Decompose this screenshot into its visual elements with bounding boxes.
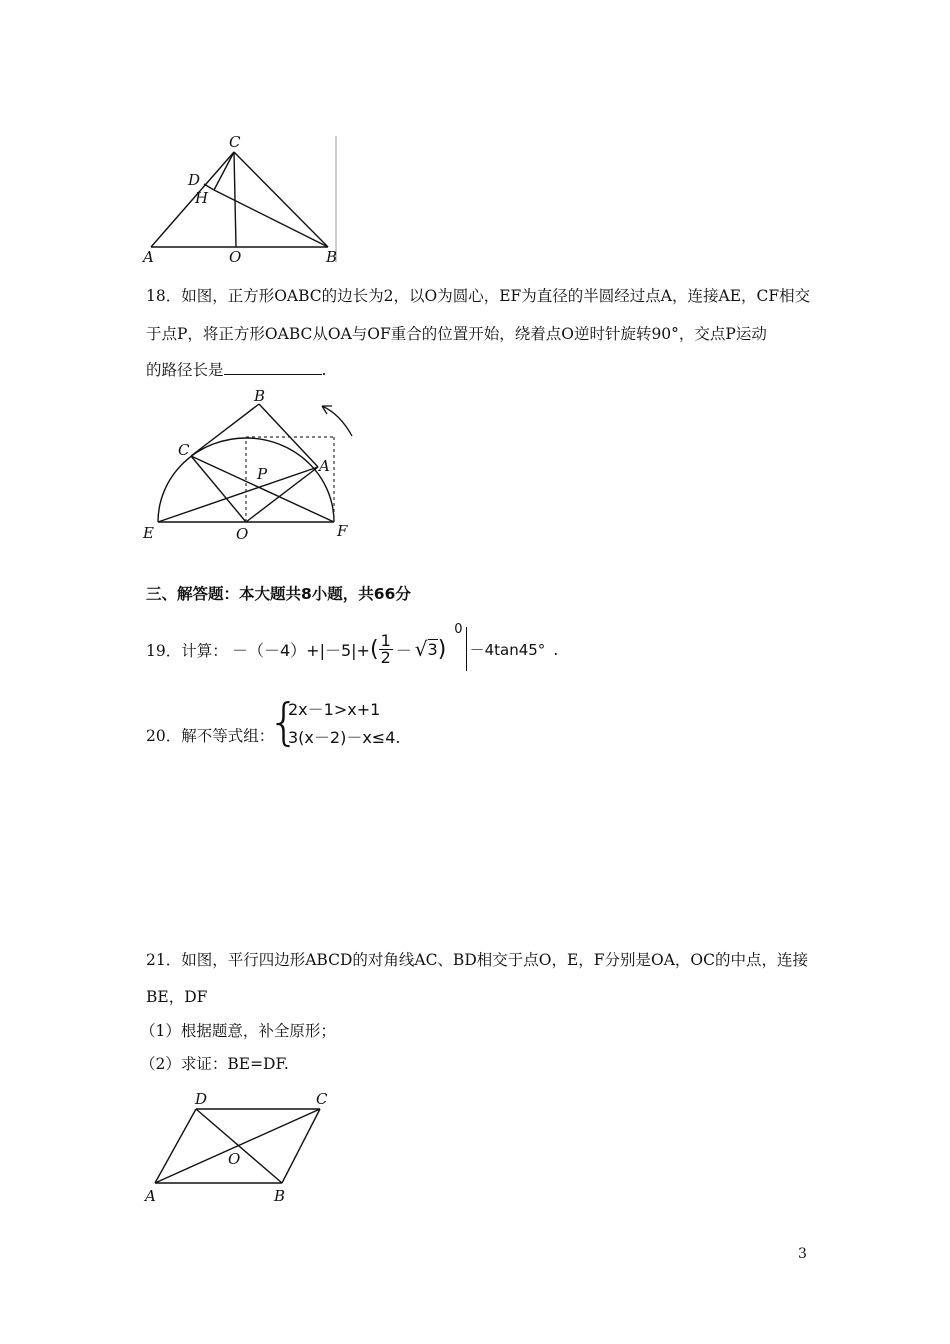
q20-inequality-2: 3(x－2)－x≤4. bbox=[288, 728, 401, 747]
segment-oc bbox=[191, 456, 246, 522]
label-p: P bbox=[257, 465, 268, 483]
figure-q21 bbox=[140, 1085, 340, 1210]
q18-line-3-text: 的路径长是 bbox=[146, 361, 224, 379]
q21-part-1: （1）根据题意，补全原形； bbox=[140, 1022, 336, 1040]
q18-line-3-end: . bbox=[321, 361, 327, 379]
label-c: C bbox=[316, 1090, 328, 1108]
q19-prefix: 19．计算： bbox=[146, 642, 228, 660]
diagonal-bd bbox=[196, 1109, 282, 1183]
sqrt-icon: √ bbox=[414, 637, 428, 661]
q19-end: . bbox=[553, 639, 559, 659]
q21-part-2: （2）求证：BE=DF. bbox=[140, 1055, 289, 1073]
q19-expression bbox=[232, 624, 558, 674]
q21-line-1: 21．如图，平行四边形ABCD的对角线AC、BD相交于点O，E，F分别是OA，OC的中点，连接 bbox=[146, 951, 808, 969]
segment-ae bbox=[158, 467, 318, 522]
segment-cb bbox=[234, 152, 328, 247]
q21-line-2: BE，DF bbox=[146, 988, 208, 1006]
q18-line-2: 于点P，将正方形OABC从OA与OF重合的位置开始，绕着点O逆时针旋转90°，交点P运动 bbox=[146, 325, 767, 343]
label-a: A bbox=[145, 1187, 156, 1205]
q18-line-3 bbox=[146, 360, 326, 380]
q19-frac-den: 2 bbox=[380, 647, 391, 667]
q19-fraction bbox=[379, 630, 393, 667]
label-b: B bbox=[274, 1187, 286, 1205]
label-h: H bbox=[195, 189, 209, 207]
page-number: 3 bbox=[798, 1246, 807, 1262]
label-b: B bbox=[254, 387, 266, 405]
segment-hb bbox=[214, 190, 328, 247]
q20-inequality-1: 2x－1>x+1 bbox=[288, 700, 381, 719]
q19-expr-a: －（－4）+|－5|+ bbox=[232, 640, 370, 660]
label-o: O bbox=[228, 1150, 241, 1168]
label-d: D bbox=[188, 171, 201, 189]
label-f: F bbox=[337, 522, 348, 540]
q19-abs-bar bbox=[466, 627, 467, 671]
label-c: C bbox=[229, 133, 241, 151]
figure-q17 bbox=[140, 130, 350, 270]
label-b: B bbox=[326, 248, 338, 266]
label-o: O bbox=[236, 525, 249, 543]
label-d: D bbox=[195, 1090, 208, 1108]
q19-paren-close: ) bbox=[437, 636, 447, 662]
diagonal-ac bbox=[155, 1109, 320, 1183]
q20-prefix: 20．解不等式组： bbox=[146, 727, 275, 745]
q19-frac-num: 1 bbox=[380, 630, 391, 650]
segment-ba bbox=[259, 404, 318, 467]
label-c: C bbox=[178, 441, 190, 459]
label-a: A bbox=[319, 457, 330, 475]
q18-line-1: 18．如图，正方形OABC的边长为2，以O为圆心，EF为直径的半圆经过点A，连接AE，CF相交 bbox=[146, 287, 811, 305]
label-a: A bbox=[143, 248, 154, 266]
answer-blank[interactable] bbox=[224, 360, 322, 375]
segment-ac bbox=[151, 152, 234, 247]
segment-cb bbox=[191, 404, 259, 456]
figure-q18 bbox=[140, 385, 365, 545]
q19-paren-open: ( bbox=[369, 636, 379, 662]
q19-expr-b: －4tan45° bbox=[469, 640, 546, 659]
section-3-heading: 三、解答题：本大题共8小题，共66分 bbox=[146, 585, 411, 603]
side-bc bbox=[282, 1109, 320, 1183]
brace-icon: { bbox=[268, 693, 300, 751]
q19-minus: － bbox=[395, 640, 412, 660]
rotation-arrow-icon bbox=[322, 406, 352, 436]
side-da bbox=[155, 1109, 196, 1183]
q19-exponent: 0 bbox=[454, 622, 463, 637]
q19-line bbox=[146, 641, 228, 661]
label-o: O bbox=[229, 248, 242, 266]
label-e: E bbox=[143, 524, 154, 542]
q20-line bbox=[146, 726, 274, 746]
q19-radicand: 3 bbox=[427, 640, 438, 659]
